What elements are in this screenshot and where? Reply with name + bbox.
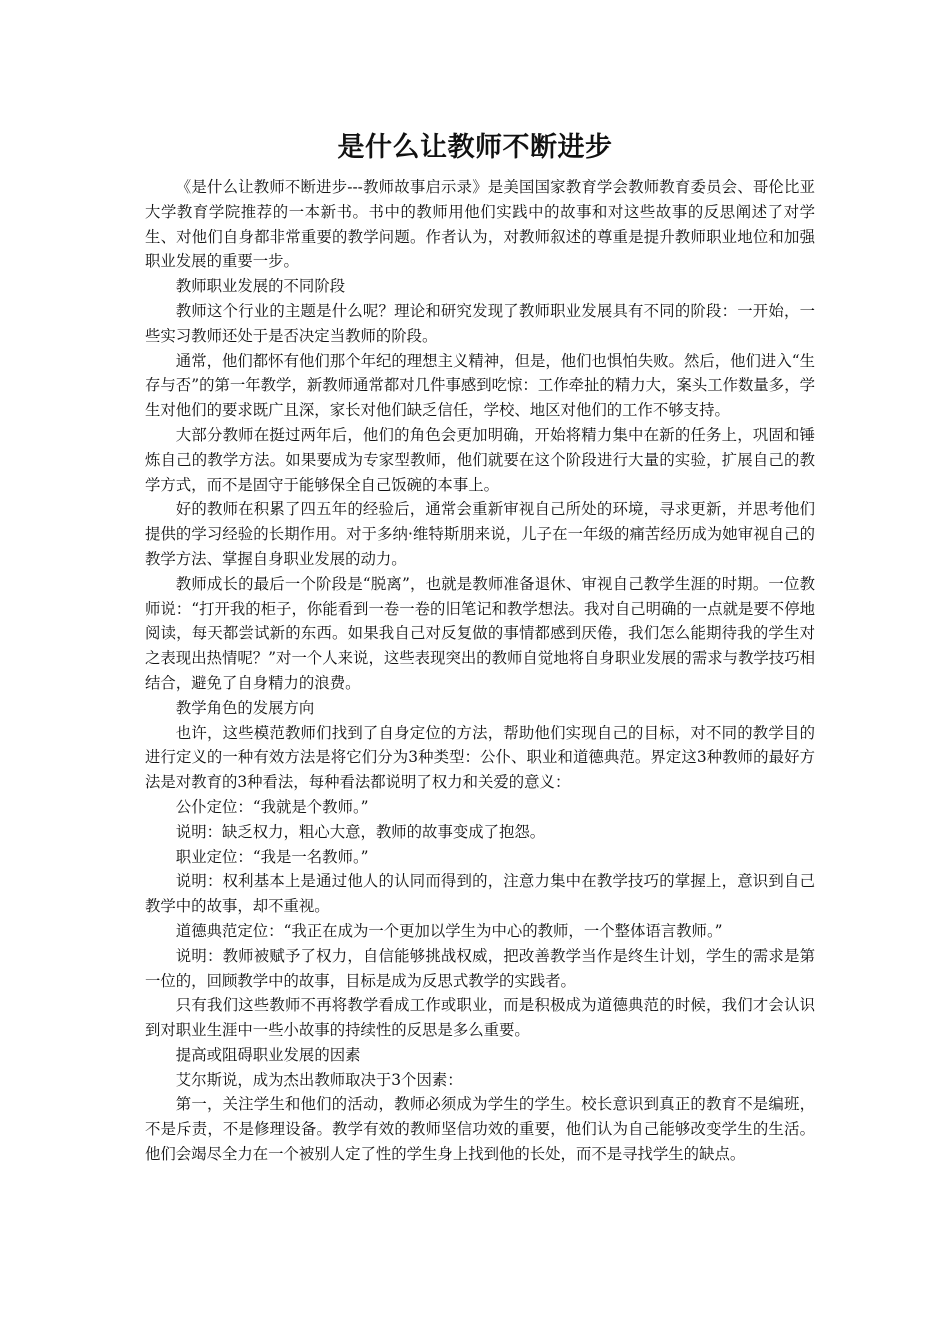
paragraph: 说明：教师被赋予了权力，自信能够挑战权威，把改善教学当作是终生计划，学生的需求是第一位的，回顾教学中的故事，目标是成为反思式教学的实践者。: [145, 946, 815, 990]
paragraph: 好的教师在积累了四五年的经验后，通常会重新审视自己所处的环境，寻求更新，并思考他们提供的学习经验的长期作用。对于多纳·维特斯朋来说，儿子在一年级的痛苦经历成为她审视自己的教学方法、掌握自身职业发展的动力。: [145, 500, 815, 568]
paragraph: 道德典范定位：“我正在成为一个更加以学生为中心的教师，一个整体语言教师。”: [175, 921, 723, 940]
paragraph: 职业定位：“我是一名教师。”: [175, 847, 369, 866]
paragraph: 只有我们这些教师不再将教学看成工作或职业，而是积极成为道德典范的时候，我们才会认识到对职业生涯中一些小故事的持续性的反思是多么重要。: [145, 996, 815, 1040]
paragraph: 说明：缺乏权力，粗心大意，教师的故事变成了抱怨。: [175, 822, 546, 841]
section-heading-roles: 教学角色的发展方向: [175, 698, 315, 717]
paragraph-intro: 《是什么让教师不断进步---教师故事启示录》是美国国家教育学会教师教育委员会、哥伦比亚大学教育学院推荐的一本新书。书中的教师用他们实践中的故事和对这些故事的反思阐述了对学生、对他们自身都非常重要的教学问题。作者认为，对教师叙述的尊重是提升教师职业地位和加强职业发展的重要一步。: [145, 178, 815, 271]
paragraph: 大部分教师在挺过两年后，他们的角色会更加明确，开始将精力集中在新的任务上，巩固和锤炼自己的教学方法。如果要成为专家型教师，他们就要在这个阶段进行大量的实验，扩展自己的教学方式，而不是固守于能够保全自己饭碗的本事上。: [145, 425, 815, 494]
paragraph: 说明：权利基本上是通过他人的认同而得到的，注意力集中在教学技巧的掌握上，意识到自己教学中的故事，却不重视。: [145, 872, 815, 916]
paragraph: 教师成长的最后一个阶段是“脱离”，也就是教师准备退休、审视自己教学生涯的时期。一位教师说：“打开我的柜子，你能看到一卷一卷的旧笔记和教学想法。我对自己明确的一点就是要不停地阅读，每天都尝试新的东西。如果我自己对反复做的事情都感到厌倦，我们怎么能期待我的学生对之表现出热情呢？”对一个人来说，这些表现突出的教师自觉地将自身职业发展的需求与教学技巧相结合，避免了自身精力的浪费。: [145, 574, 815, 692]
section-heading-factors: 提高或阻碍职业发展的因素: [175, 1045, 361, 1064]
paragraph: 第一，关注学生和他们的活动，教师必须成为学生的学生。校长意识到真正的教育不是编班，不是斥责，不是修理设备。教学有效的教师坚信功效的重要，他们认为自己能够改变学生的生活。他们会竭尽全力在一个被别人定了性的学生身上找到他的长处，而不是寻找学生的缺点。: [145, 1095, 815, 1164]
paragraph: 公仆定位：“我就是个教师。”: [175, 797, 369, 816]
document-body: [145, 175, 815, 1167]
paragraph: 也许，这些模范教师们找到了自身定位的方法，帮助他们实现自己的目标，对不同的教学目的进行定义的一种有效方法是将它们分为3种类型：公仆、职业和道德典范。界定这3种教师的最好方法是对教育的3种看法，每种看法都说明了权力和关爱的意义：: [145, 723, 815, 792]
document-title: 是什么让教师不断进步: [337, 132, 613, 163]
paragraph: 教师这个行业的主题是什么呢？理论和研究发现了教师职业发展具有不同的阶段：一开始，一些实习教师还处于是否决定当教师的阶段。: [145, 301, 815, 345]
section-heading-stages: 教师职业发展的不同阶段: [175, 277, 346, 296]
paragraph: 艾尔斯说，成为杰出教师取决于3个因素：: [175, 1070, 463, 1089]
paragraph: 通常，他们都怀有他们那个年纪的理想主义精神，但是，他们也惧怕失败。然后，他们进入“生存与否”的第一年教学，新教师通常都对几件事感到吃惊：工作牵扯的精力大，案头工作数量多，学生对他们的要求既广且深，家长对他们缺乏信任，学校、地区对他们的工作不够支持。: [145, 351, 815, 420]
